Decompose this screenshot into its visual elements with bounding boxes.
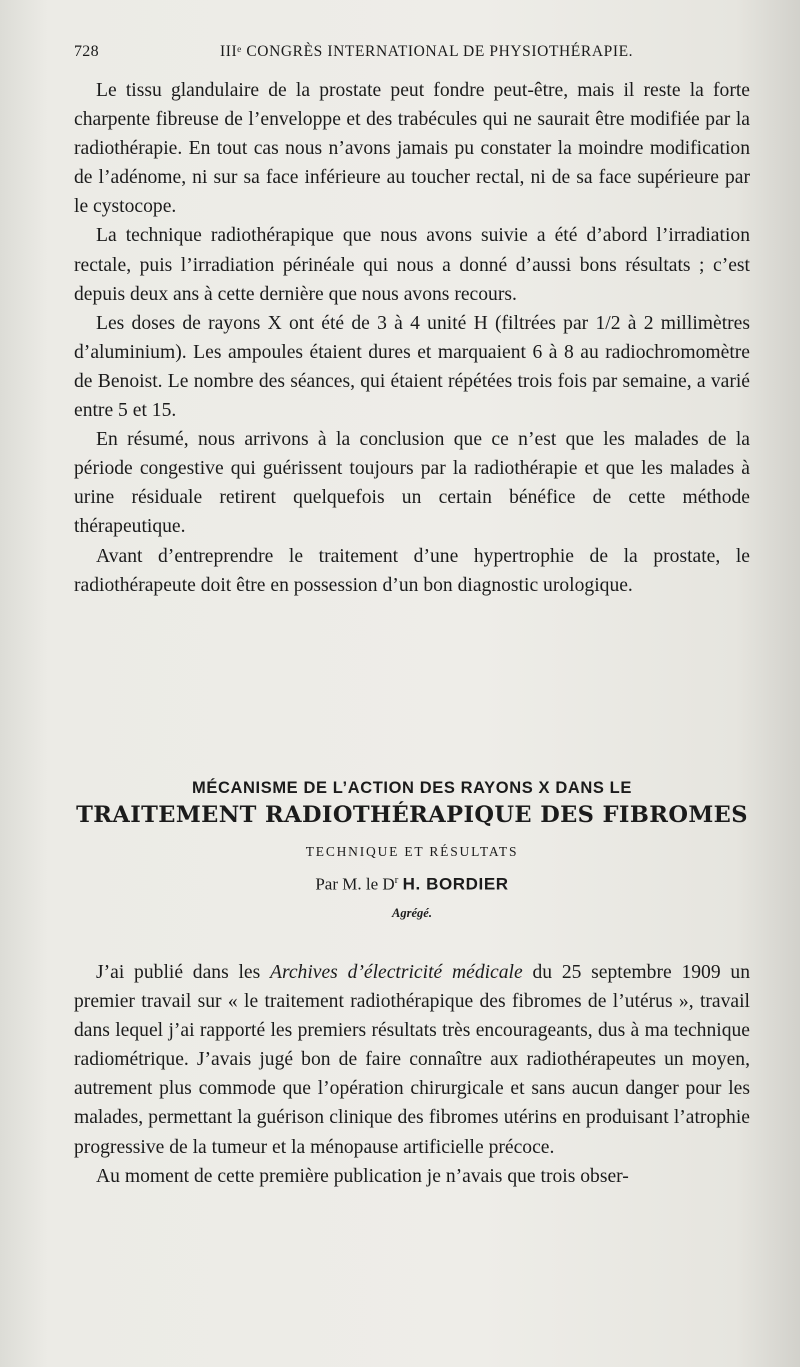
- journal-title: Archives d’électricité médicale: [269, 962, 523, 983]
- page-number: 728: [74, 43, 99, 60]
- author-name: H. BORDIER: [402, 874, 509, 894]
- paragraph-text: J’ai publié dans les: [96, 962, 270, 983]
- section-title: TRAITEMENT RADIOTHÉRAPIQUE DES FIBROMES: [76, 802, 748, 828]
- section-kicker: MÉCANISME DE L’ACTION DES RAYONS X DANS LE: [192, 779, 632, 797]
- author-title-superscript: r: [394, 874, 399, 886]
- paragraph: En résumé, nous arrivons à la conclusion que ce n’est que les malades de la période congestive qui guérissent toujours par la radiothérapie et que les malades à urine résiduale retirent quelquefois un certain bénéfice de cette méthode thérapeutique.: [74, 429, 750, 538]
- paragraph-text: du 25 septembre 1909 un premier travail sur « le traitement radiothérapique des fibromes de l’utérus », travail dans lequel j’ai rapporté les premiers résultats très encourageants, dus à ma technique radiométrique. J’avais jugé bon de faire connaître aux radiothérapeutes un moyen, autrement plus commode que l’opération chirurgicale et sans aucun danger pour les malades, permettant la guérison clinique des fibromes utérins en produisant l’atrophie progressive de la tumeur et la ménopause artificielle précoce.: [74, 962, 750, 1158]
- author-prefix: Par M. le D: [315, 874, 395, 894]
- paragraph: [74, 958, 750, 1162]
- author-line: [74, 874, 750, 895]
- paragraph: Les doses de rayons X ont été de 3 à 4 unité H (filtrées par 1/2 à 2 millimètres d’aluminium). Les ampoules étaient dures et marquaient 6 à 8 au radiochromomètre de Benoist. Le nombre des séances, qui étaient répétées trois fois par semaine, a varié entre 5 et 15.: [74, 312, 750, 422]
- author-affiliation: Agrégé.: [392, 906, 432, 920]
- running-head: [74, 43, 734, 69]
- running-head-title: IIIᵉ CONGRÈS INTERNATIONAL DE PHYSIOTHÉRAPIE.: [220, 43, 634, 60]
- paragraph: Le tissu glandulaire de la prostate peut fondre peut-être, mais il reste la forte charpente fibreuse de l’enveloppe et des trabécules qui ne saurait être modifiée par la radiothérapie. En tout cas nous n’avons jamais pu constater la moindre modification de l’adénome, ni sur sa face inférieure au toucher rectal, ni de sa face supérieure par le cystocope.: [74, 80, 750, 218]
- paragraph: La technique radiothérapique que nous avons suivie a été d’abord l’irradiation rectale, puis l’irradiation périnéale qui nous a donné d’aussi bons résultats ; c’est depuis deux ans à cette dernière que nous avons recours.: [74, 225, 750, 305]
- section-subtitle: TECHNIQUE ET RÉSULTATS: [305, 844, 519, 859]
- paragraph: Avant d’entreprendre le traitement d’une hypertrophie de la prostate, le radiothérapeute doit être en possession d’un bon diagnostic urologique.: [74, 545, 750, 596]
- body-text-bottom: [74, 958, 750, 1191]
- body-text-top: [74, 76, 750, 600]
- paragraph: Au moment de cette première publication je n’avais que trois obser-: [96, 1165, 629, 1187]
